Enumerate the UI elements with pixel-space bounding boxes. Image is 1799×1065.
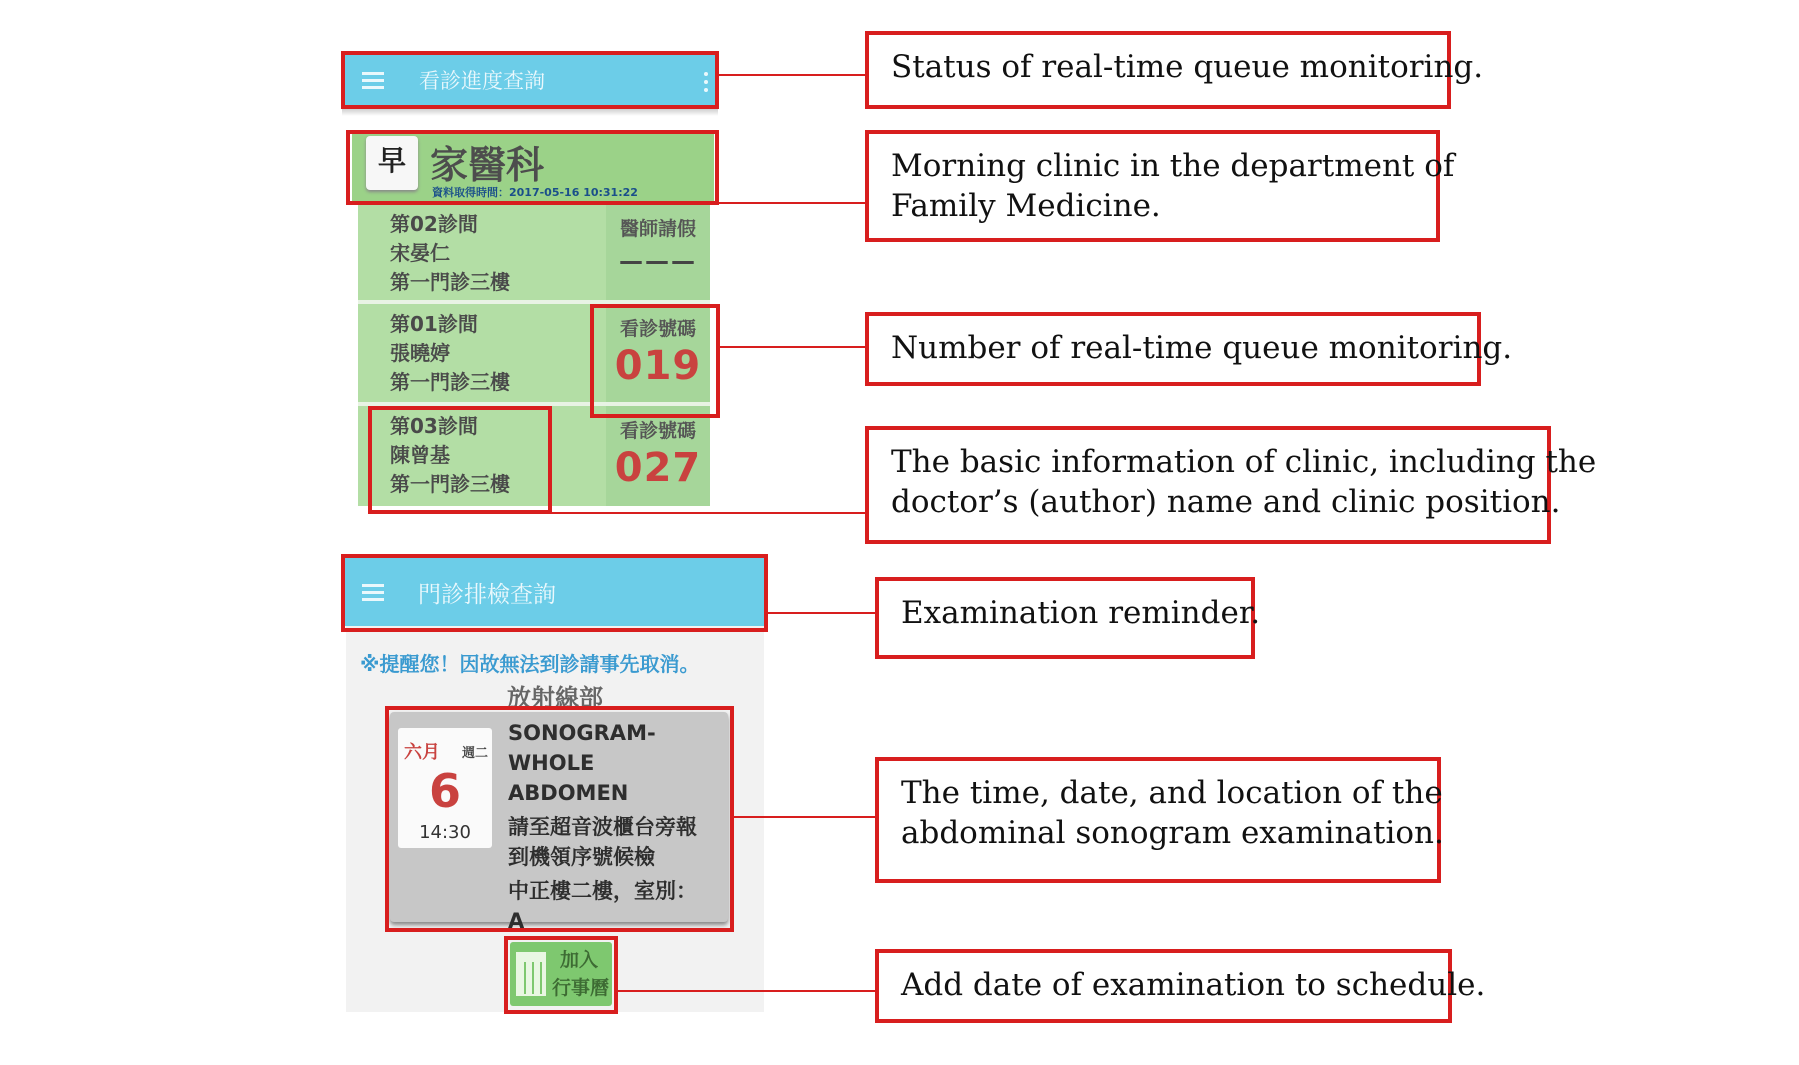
more-options-icon[interactable] xyxy=(704,72,708,94)
annotation-clinic-info: The basic information of clinic, including the doctor’s (author) name and clinic position. xyxy=(865,426,1551,544)
exam-name-line: ABDOMEN xyxy=(508,781,629,805)
exam-weekday: 週二 xyxy=(461,746,488,761)
clinic-row-room02[interactable] xyxy=(358,204,710,300)
doctor-name: 宋晏仁 xyxy=(390,241,450,265)
queue-number: 027 xyxy=(614,445,702,491)
queue-value: ——— xyxy=(619,247,697,275)
clinic-location: 第一門診三樓 xyxy=(390,472,510,496)
room-number: 第02診間 xyxy=(390,212,478,236)
department-name: 家醫科 xyxy=(430,143,545,187)
annotation-status-monitoring: Status of real-time queue monitoring. xyxy=(865,31,1451,109)
morning-session-badge: 早 xyxy=(366,136,418,190)
status-label: 醫師請假 xyxy=(619,218,696,240)
add-to-calendar-button[interactable] xyxy=(510,942,612,1006)
exam-name-line: SONOGRAM- xyxy=(508,721,656,745)
menu-icon[interactable] xyxy=(362,72,384,88)
connector xyxy=(720,346,865,348)
fetch-time: 資料取得時間：2017-05-16 10:31:22 xyxy=(432,186,638,199)
room-number: 第01診間 xyxy=(390,312,478,336)
annotation-queue-number: Number of real-time queue monitoring. xyxy=(865,312,1481,386)
clinic-row-room01[interactable] xyxy=(358,304,710,402)
connector xyxy=(719,202,865,204)
doctor-name: 張曉婷 xyxy=(390,341,450,365)
exam-department: 放射線部 xyxy=(507,684,603,712)
queue-app-bar xyxy=(342,52,718,108)
doctor-name: 陳曾基 xyxy=(390,443,450,467)
annotation-exam-reminder: Examination reminder. xyxy=(875,577,1255,659)
queue-number-label: 看診號碼 xyxy=(619,420,696,442)
clinic-location: 第一門診三樓 xyxy=(390,270,510,294)
clinic-row-room03[interactable] xyxy=(358,406,710,506)
connector xyxy=(719,74,865,76)
department-header xyxy=(352,134,714,202)
exam-month: 六月 xyxy=(404,742,440,763)
exam-day: 6 xyxy=(428,764,461,818)
room-number: 第03診間 xyxy=(390,414,478,438)
menu-icon[interactable] xyxy=(362,584,384,600)
connector xyxy=(768,612,875,614)
app-bar-shadow xyxy=(342,108,718,116)
exam-app-title: 門診排檢查詢 xyxy=(418,581,556,608)
calendar-button-label: 加入 行事曆 xyxy=(552,949,610,999)
clinic-location: 第一門診三樓 xyxy=(390,370,510,394)
exam-time: 14:30 xyxy=(419,822,471,843)
calendar-icon xyxy=(516,952,546,996)
annotation-morning-clinic: Morning clinic in the department of Family Medicine. xyxy=(865,130,1440,242)
date-tile xyxy=(398,728,492,848)
annotation-add-to-calendar: Add date of examination to schedule. xyxy=(875,949,1452,1023)
exam-app-bar xyxy=(342,558,766,626)
connector xyxy=(618,990,875,992)
exam-card[interactable] xyxy=(390,712,728,933)
exam-location-line: 中正樓二樓，室別： xyxy=(508,879,697,903)
exam-instruction-line: 到機領序號候檢 xyxy=(508,845,655,869)
queue-number-label: 看診號碼 xyxy=(619,318,696,340)
exam-details xyxy=(508,718,697,933)
exam-location-line: A xyxy=(508,909,525,933)
annotation-exam-details: The time, date, and location of the abdominal sonogram examination. xyxy=(875,757,1441,883)
exam-instruction-line: 請至超音波櫃台旁報 xyxy=(508,815,697,839)
queue-app-title: 看診進度查詢 xyxy=(419,69,545,93)
connector xyxy=(734,816,875,818)
connector xyxy=(552,512,865,514)
queue-number: 019 xyxy=(614,343,702,389)
exam-name-line: WHOLE xyxy=(508,751,595,775)
reminder-text: ※提醒您！因故無法到診請事先取消。 xyxy=(360,652,700,676)
